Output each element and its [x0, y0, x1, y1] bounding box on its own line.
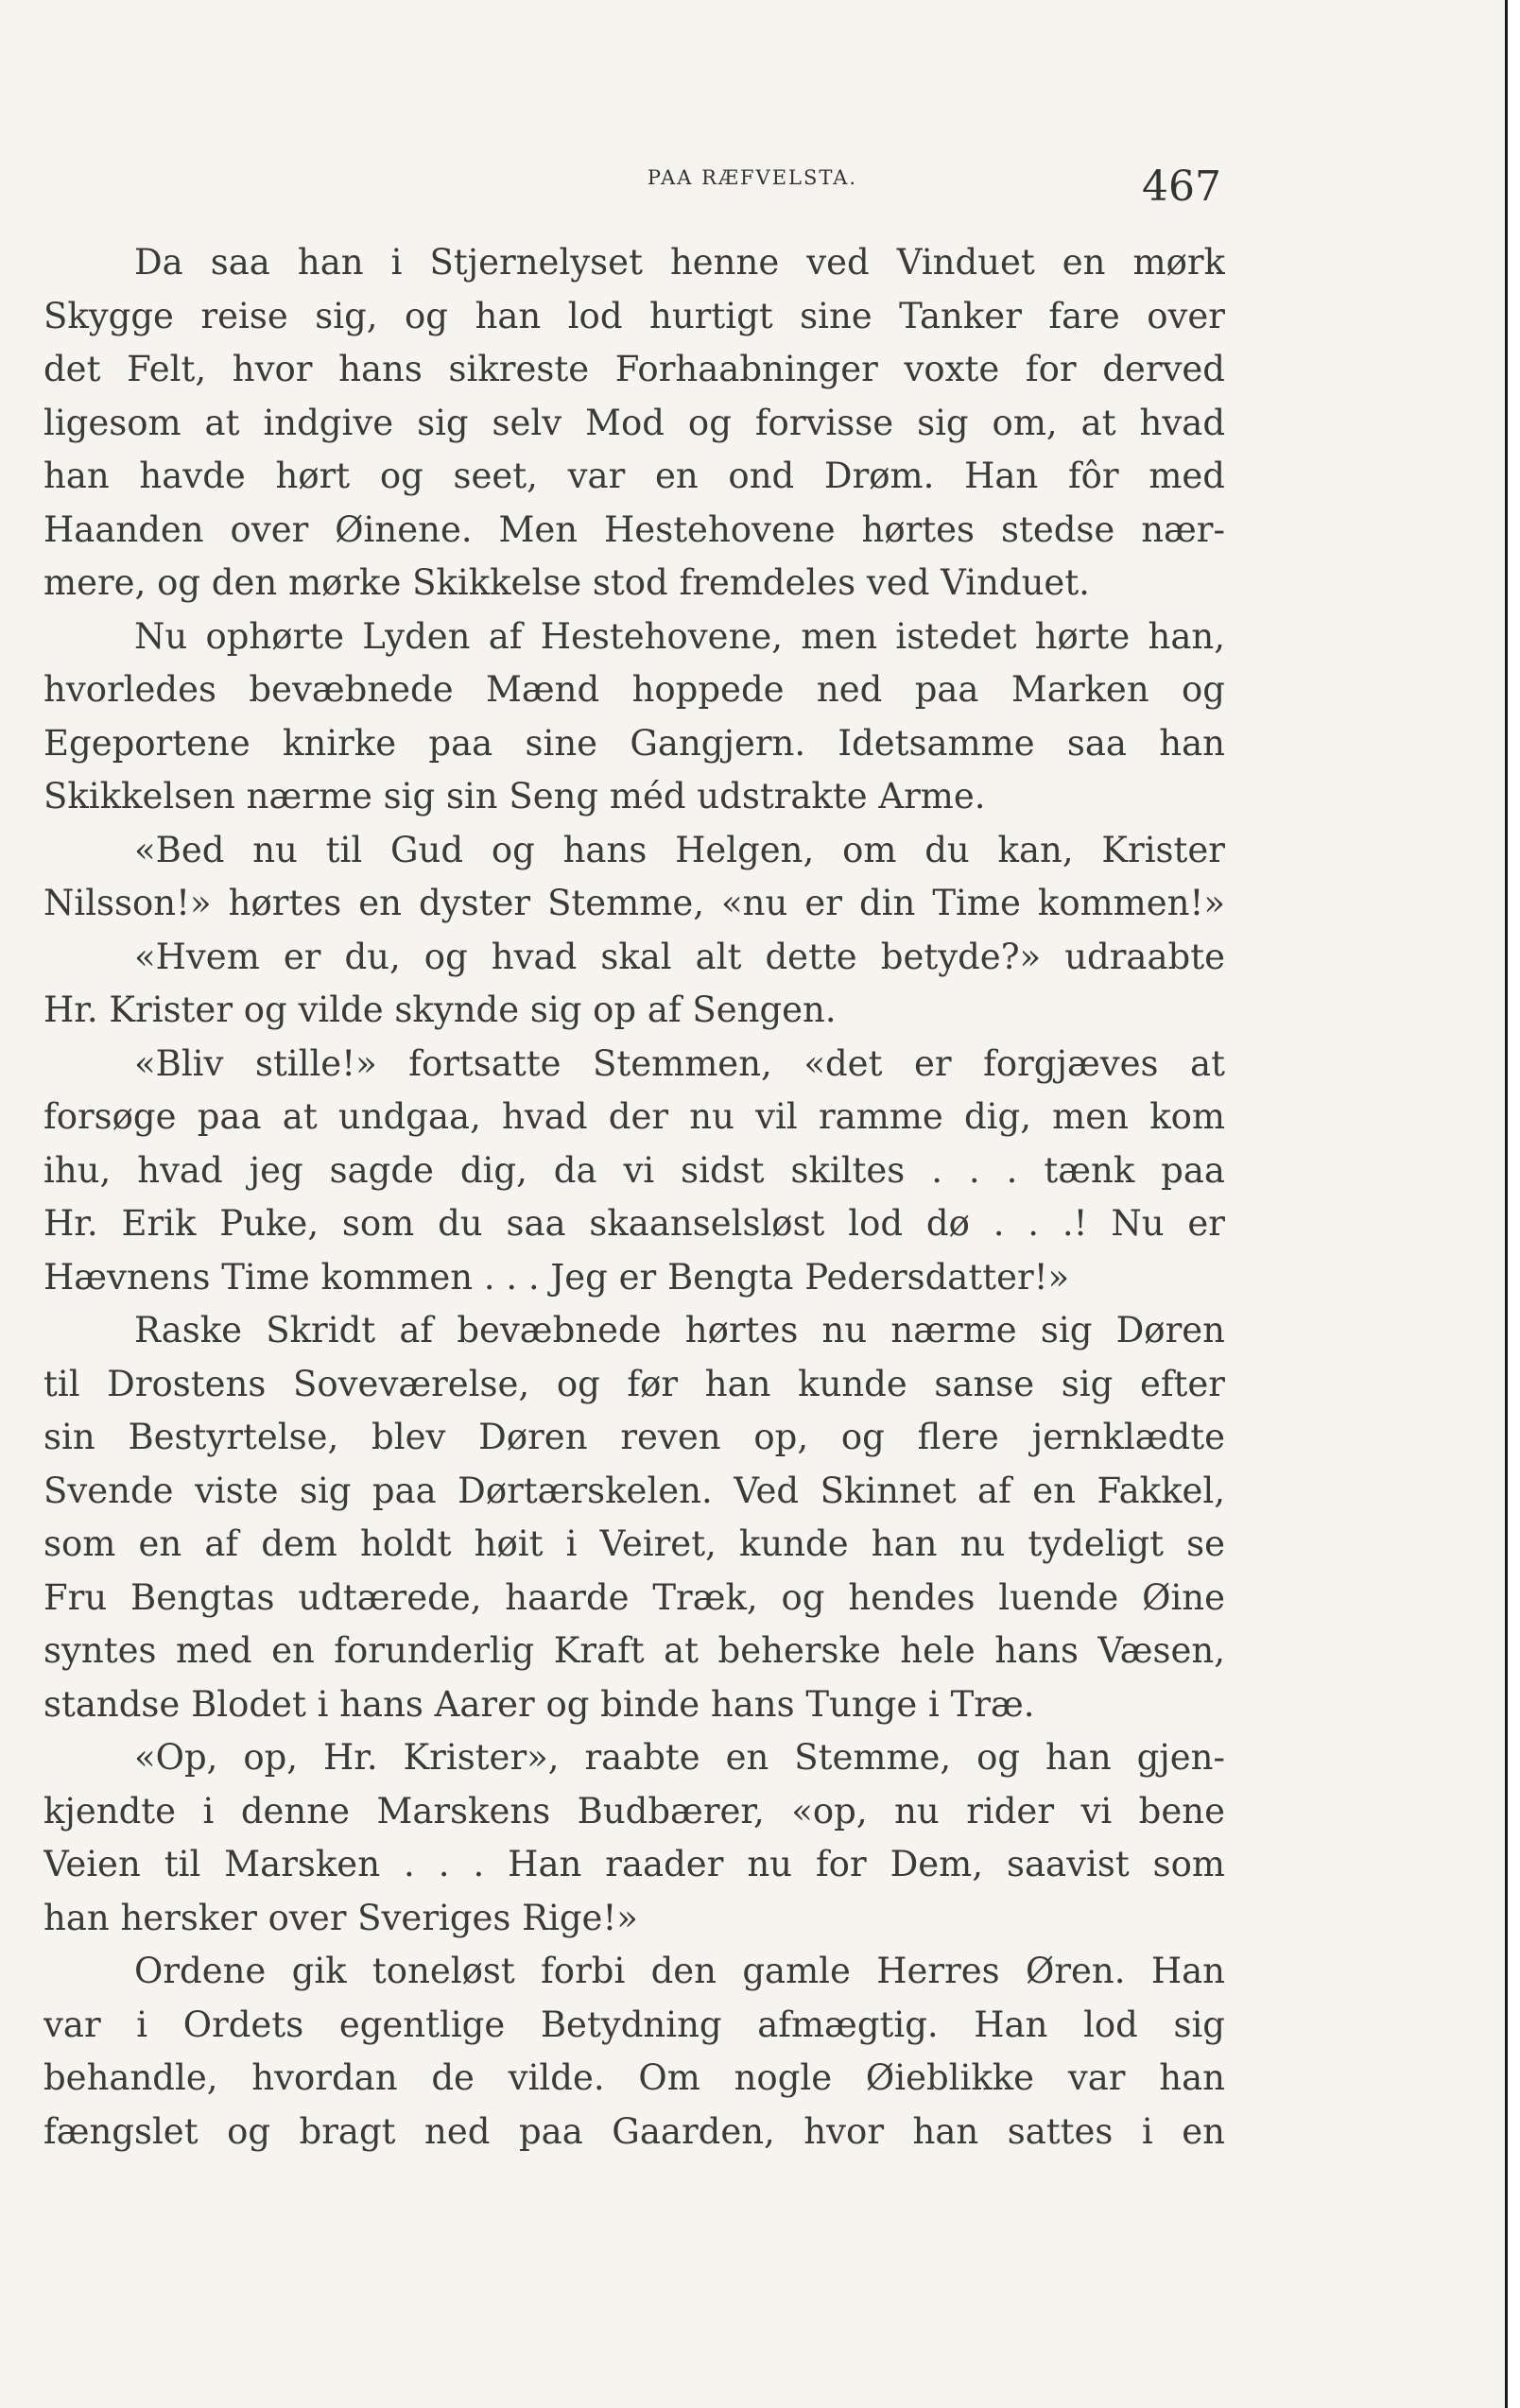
text-line: Nu ophørte Lyden af Hestehovene, men istedet hørte han,	[134, 615, 1225, 657]
page-number: 467	[1142, 163, 1221, 211]
text-line: han hersker over Sveriges Rige!»	[43, 1897, 638, 1938]
text-line: som en af dem holdt høit i Veiret, kunde han nu tydeligt se	[43, 1523, 1225, 1564]
text-line: fængslet og bragt ned paa Gaarden, hvor han sattes i en	[43, 2110, 1225, 2152]
text-line: «Bed nu til Gud og hans Helgen, om du kan, Krister	[134, 829, 1225, 870]
text-line: mere, og den mørke Skikkelse stod fremdeles ved Vinduet.	[43, 562, 1090, 603]
text-line: behandle, hvordan de vilde. Om nogle Øieblikke var han	[43, 2057, 1225, 2098]
text-line: Skygge reise sig, og han lod hurtigt sine Tanker fare over	[43, 295, 1225, 336]
text-line: ihu, hvad jeg sagde dig, da vi sidst skiltes . . . tænk paa	[43, 1149, 1225, 1191]
text-line: Raske Skridt af bevæbnede hørtes nu nærme sig Døren	[134, 1310, 1225, 1350]
text-line: forsøge paa at undgaa, hvad der nu vil ramme dig, men kom	[43, 1096, 1225, 1137]
text-line: Veien til Marsken . . . Han raader nu for Dem, saavist som	[43, 1844, 1225, 1884]
text-line: Hævnens Time kommen . . . Jeg er Bengta Pedersdatter!»	[43, 1256, 1070, 1298]
text-line: Ordene gik toneløst forbi den gamle Herres Øren. Han	[134, 1951, 1225, 1991]
text-line: Fru Bengtas udtærede, haarde Træk, og hendes luende Øine	[43, 1576, 1225, 1618]
text-line: Skikkelsen nærme sig sin Seng méd udstrakte Arme.	[43, 776, 986, 817]
text-line: Da saa han i Stjernelyset henne ved Vinduet en mørk	[134, 242, 1225, 283]
text-line: «Bliv stille!» fortsatte Stemmen, «det er forgjæves at	[134, 1042, 1225, 1084]
text-line: Svende viste sig paa Dørtærskelen. Ved Skinnet af en Fakkel,	[43, 1470, 1225, 1511]
text-line: Hr. Krister og vilde skynde sig op af Sengen.	[43, 989, 837, 1030]
text-line: Hr. Erik Puke, som du saa skaanselsløst lod dø . . .! Nu er	[43, 1203, 1225, 1244]
text-line: standse Blodet i hans Aarer og binde hans Tunge i Træ.	[43, 1683, 1035, 1725]
text-line: syntes med en forunderlig Kraft at beherske hele hans Væsen,	[43, 1630, 1225, 1671]
text-line: Nilsson!» hørtes en dyster Stemme, «nu er din Time kommen!»	[43, 883, 1225, 923]
running-title: PAA RÆFVELSTA.	[647, 166, 858, 189]
text-line: «Op, op, Hr. Krister», raabte en Stemme, og han gjen-	[134, 1737, 1225, 1778]
text-line: Egeportene knirke paa sine Gangjern. Idetsamme saa han	[43, 722, 1225, 764]
text-line: hvorledes bevæbnede Mænd hoppede ned paa Marken og	[43, 669, 1225, 710]
text-line: ligesom at indgive sig selv Mod og forvisse sig om, at hvad	[43, 402, 1225, 443]
text-line: «Hvem er du, og hvad skal alt dette betyde?» udraabte	[134, 936, 1225, 977]
text-line: sin Bestyrtelse, blev Døren reven op, og flere jernklædte	[43, 1417, 1225, 1457]
text-line: kjendte i denne Marskens Budbærer, «op, nu rider vi bene	[43, 1790, 1225, 1832]
text-line: han havde hørt og seet, var en ond Drøm. Han fôr med	[43, 456, 1225, 496]
body-text	[43, 236, 1225, 2159]
text-line: Haanden over Øinene. Men Hestehovene hørtes stedse nær-	[43, 508, 1225, 550]
text-line: var i Ordets egentlige Betydning afmægtig. Han lod sig	[43, 2004, 1225, 2045]
text-line: til Drostens Soveværelse, og før han kunde sanse sig efter	[43, 1363, 1225, 1404]
text-line: det Felt, hvor hans sikreste Forhaabninger voxte for derved	[43, 349, 1225, 389]
